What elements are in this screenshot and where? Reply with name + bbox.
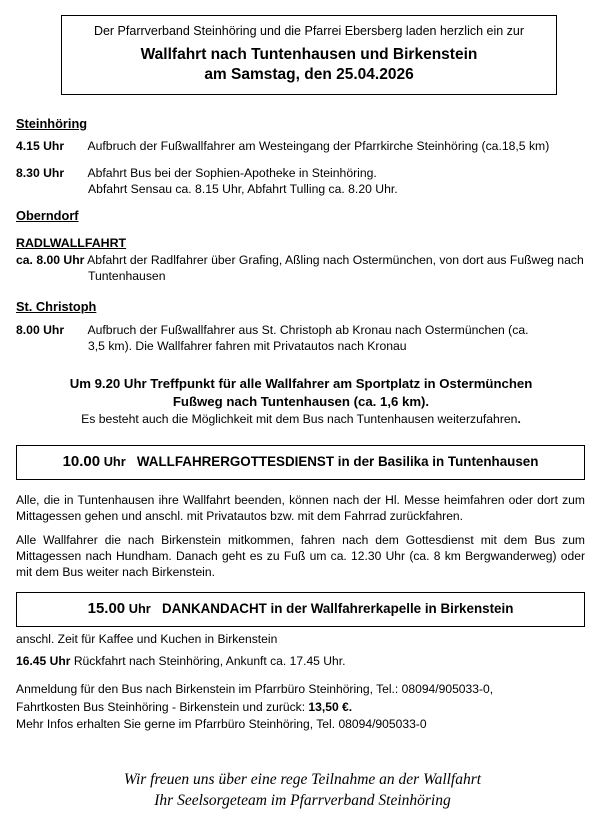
registration-price: 13,50 €. — [308, 699, 353, 714]
section-heading-st-christoph: St. Christoph — [16, 299, 97, 314]
entry-text-line2: Abfahrt Sensau ca. 8.15 Uhr, Abfahrt Tulling ca. 8.20 Uhr. — [88, 181, 398, 196]
registration-cost-label: Fahrtkosten Bus Steinhöring - Birkenstein und zurück: — [16, 699, 309, 714]
closing-line-2: Ihr Seelsorgeteam im Pfarrverband Steinhöring — [154, 792, 451, 809]
meeting-line-2: Fußweg nach Tuntenhausen (ca. 1,6 km). — [172, 394, 430, 409]
meeting-line-3-dot: . — [517, 412, 521, 426]
meeting-line-3 — [16, 411, 586, 427]
header-date-line: am Samstag, den 25.04.2026 — [204, 66, 414, 83]
after-return-line — [16, 653, 586, 669]
header-box — [61, 15, 557, 95]
event-time-unit: Uhr — [103, 454, 126, 469]
header-title-line: Wallfahrt nach Tuntenhausen und Birkenstein — [140, 46, 478, 63]
entry-time: 4.15 Uhr — [16, 139, 65, 153]
header-intro-line: Der Pfarrverband Steinhöring und die Pfarrei Ebersberg laden herzlich ein zur — [93, 24, 525, 38]
entry-text: Abfahrt Bus bei der Sophien-Apotheke in Steinhöring. — [87, 166, 377, 180]
entry-text: Abfahrt der Radlfahrer über Grafing, Aßling nach Ostermünchen, von dort aus Fußweg nach — [87, 253, 584, 267]
after-coffee-line: anschl. Zeit für Kaffee und Kuchen in Birkenstein — [16, 632, 278, 646]
event-time: 10.00 — [62, 453, 101, 470]
event-title: WALLFAHRERGOTTESDIENST in der Basilika in Tuntenhausen — [136, 454, 539, 469]
entry-time: 8.00 Uhr — [16, 323, 65, 337]
event-box-dankandacht — [16, 592, 585, 627]
section-heading-oberndorf: Oberndorf — [16, 208, 79, 223]
meeting-point-block — [16, 375, 586, 427]
event-title: DANKANDACHT in der Wallfahrerkapelle in Birkenstein — [161, 601, 514, 616]
event-box-gottesdienst — [16, 445, 585, 480]
paragraph-tuntenhausen-end: Alle, die in Tuntenhausen ihre Wallfahrt beenden, können nach der Hl. Messe heimfahren oder dort zum Mittagessen gehen und anschl. mit Privatautos bzw. mit dem Fahrrad zurückfahren. — [16, 493, 585, 524]
meeting-line-3-text: Es besteht auch die Möglichkeit mit dem Bus nach Tuntenhausen weiterzufahren — [81, 412, 518, 426]
entry-text-line2: Tuntenhausen — [88, 268, 166, 283]
return-time: 16.45 Uhr — [16, 654, 71, 668]
entry-time: 8.30 Uhr — [16, 166, 65, 180]
entry-text: Aufbruch der Fußwallfahrer am Westeingang der Pfarrkirche Steinhöring (ca.18,5 km) — [87, 139, 550, 153]
entry-st-christoph — [16, 323, 592, 354]
paragraph-birkenstein-continue: Alle Wallfahrer die nach Birkenstein mitkommen, fahren nach dem Gottesdienst mit dem Bus zum Mittagessen nach Hundham. Danach geht es zu Fuß um ca. 12.30 Uhr (ca. 8 km Bergwanderweg) oder mit dem Bus weiter nach Birkenstein. — [16, 533, 585, 580]
event-time-unit: Uhr — [128, 601, 151, 616]
event-time: 15.00 — [87, 600, 126, 617]
entry-time: ca. 8.00 Uhr — [16, 253, 85, 267]
registration-line-3: Mehr Infos erhalten Sie gerne im Pfarrbüro Steinhöring, Tel. 08094/905033-0 — [16, 717, 427, 731]
registration-block — [16, 681, 585, 734]
entry-steinhoering-1 — [16, 166, 586, 197]
section-heading-steinhoering: Steinhöring — [16, 116, 88, 131]
entry-oberndorf — [16, 253, 592, 284]
registration-line-2 — [16, 699, 585, 717]
entry-text-line2: 3,5 km). Die Wallfahrer fahren mit Privatautos nach Kronau — [88, 338, 407, 353]
entry-text: Aufbruch der Fußwallfahrer aus St. Christoph ab Kronau nach Ostermünchen (ca. — [87, 323, 529, 337]
closing-line-1: Wir freuen uns über eine rege Teilnahme an der Wallfahrt — [123, 771, 482, 788]
closing-block — [0, 769, 605, 811]
entry-steinhoering-0 — [16, 139, 586, 155]
registration-line-1: Anmeldung für den Bus nach Birkenstein im Pfarrbüro Steinhöring, Tel.: 08094/905033-0, — [16, 682, 494, 696]
subheading-radlwallfahrt: RADLWALLFAHRT — [16, 236, 127, 250]
return-text: Rückfahrt nach Steinhöring, Ankunft ca. 17.45 Uhr. — [73, 654, 346, 668]
meeting-line-1: Um 9.20 Uhr Treffpunkt für alle Wallfahrer am Sportplatz in Ostermünchen — [69, 376, 533, 391]
